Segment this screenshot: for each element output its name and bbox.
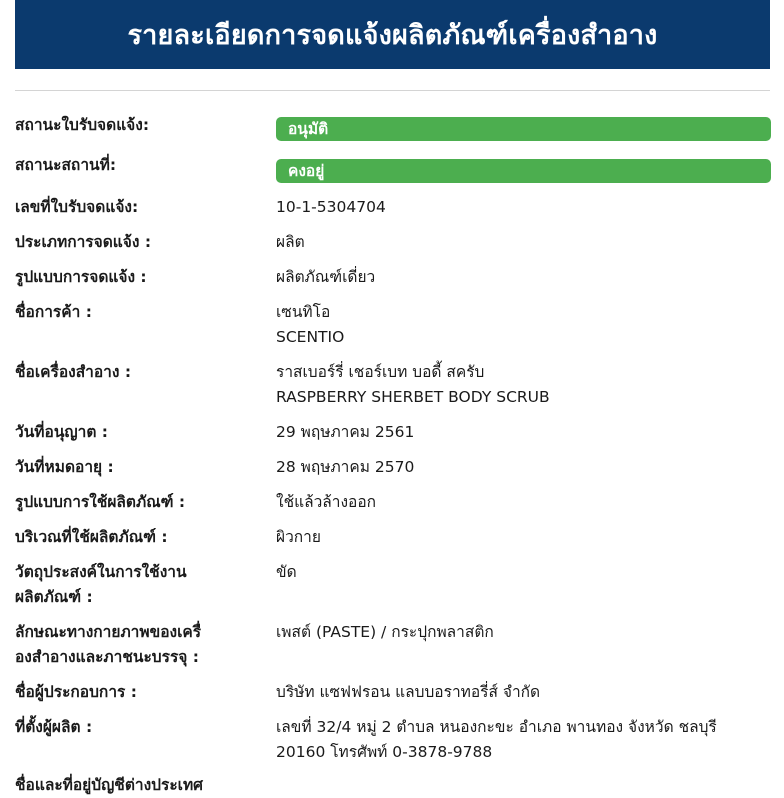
license-number-value: 10-1-5304704 (276, 198, 386, 216)
manufacturer-location-value (276, 715, 771, 765)
expiry-date-label: วันที่หมดอายุ : (15, 458, 114, 476)
physical-label-line2: องสำอางและภาชนะบรรจุ : (15, 648, 199, 666)
manufacturer-location-line2: 20160 โทรศัพท์ 0-3878-9788 (276, 743, 493, 761)
expiry-date-value: 28 พฤษภาคม 2570 (276, 458, 415, 476)
purpose-label-line2: ผลิตภัณฑ์ : (15, 588, 93, 606)
usage-area-label: บริเวณที่ใช้ผลิตภัณฑ์ : (15, 528, 168, 546)
premise-status-badge: คงอยู่ (276, 159, 771, 183)
manufacturer-location-line1: เลขที่ 32/4 หมู่ 2 ตำบล หนองกะขะ อำเภอ พานทอง จังหวัด ชลบุรี (276, 718, 717, 736)
notification-type-value: ผลิต (276, 233, 305, 251)
purpose-label (15, 560, 260, 610)
purpose-value: ขัด (276, 563, 297, 581)
trade-name-english: SCENTIO (276, 328, 345, 346)
header-divider (15, 90, 770, 91)
cosmetic-name-thai: ราสเบอร์รี่ เชอร์เบท บอดี้ สครับ (276, 363, 485, 381)
purpose-label-line1: วัตถุประสงค์ในการใช้งาน (15, 563, 187, 581)
premise-status-label: สถานะสถานที่: (15, 156, 117, 174)
issue-date-label: วันที่อนุญาต : (15, 423, 108, 441)
notification-type-label: ประเภทการจดแจ้ง : (15, 233, 152, 251)
cosmetic-name-label: ชื่อเครื่องสำอาง : (15, 363, 132, 381)
physical-value: เพสต์ (PASTE) / กระปุกพลาสติก (276, 623, 494, 641)
license-status-badge: อนุมัติ (276, 117, 771, 141)
page-header-banner (15, 0, 770, 69)
manufacturer-location-label: ที่ตั้งผู้ผลิต : (15, 718, 93, 736)
cosmetic-name-value (276, 360, 771, 410)
physical-label-line1: ลักษณะทางกายภาพของเครื่ (15, 623, 202, 641)
license-number-label: เลขที่ใบรับจดแจ้ง: (15, 198, 139, 216)
usage-area-value: ผิวกาย (276, 528, 321, 546)
trade-name-label: ชื่อการค้า : (15, 303, 92, 321)
trade-name-thai: เซนทิโอ (276, 303, 331, 321)
notification-form-label: รูปแบบการจดแจ้ง : (15, 268, 147, 286)
notification-form-value: ผลิตภัณฑ์เดี่ยว (276, 268, 376, 286)
cosmetic-name-english: RASPBERRY SHERBET BODY SCRUB (276, 388, 550, 406)
usage-form-label: รูปแบบการใช้ผลิตภัณฑ์ : (15, 493, 186, 511)
truncated-next-label: ชื่อและที่อยู่บัญชีต่างประเทศ (15, 776, 203, 794)
physical-label (15, 620, 260, 670)
issue-date-value: 29 พฤษภาคม 2561 (276, 423, 415, 441)
usage-form-value: ใช้แล้วล้างออก (276, 493, 377, 511)
operator-value: บริษัท แซฟฟรอน แลบบอราทอรี่ส์ จำกัด (276, 683, 541, 701)
operator-label: ชื่อผู้ประกอบการ : (15, 683, 137, 701)
page-title: รายละเอียดการจดแจ้งผลิตภัณฑ์เครื่องสำอาง (127, 20, 658, 51)
trade-name-value (276, 300, 771, 350)
license-status-label: สถานะใบรับจดแจ้ง: (15, 116, 150, 134)
